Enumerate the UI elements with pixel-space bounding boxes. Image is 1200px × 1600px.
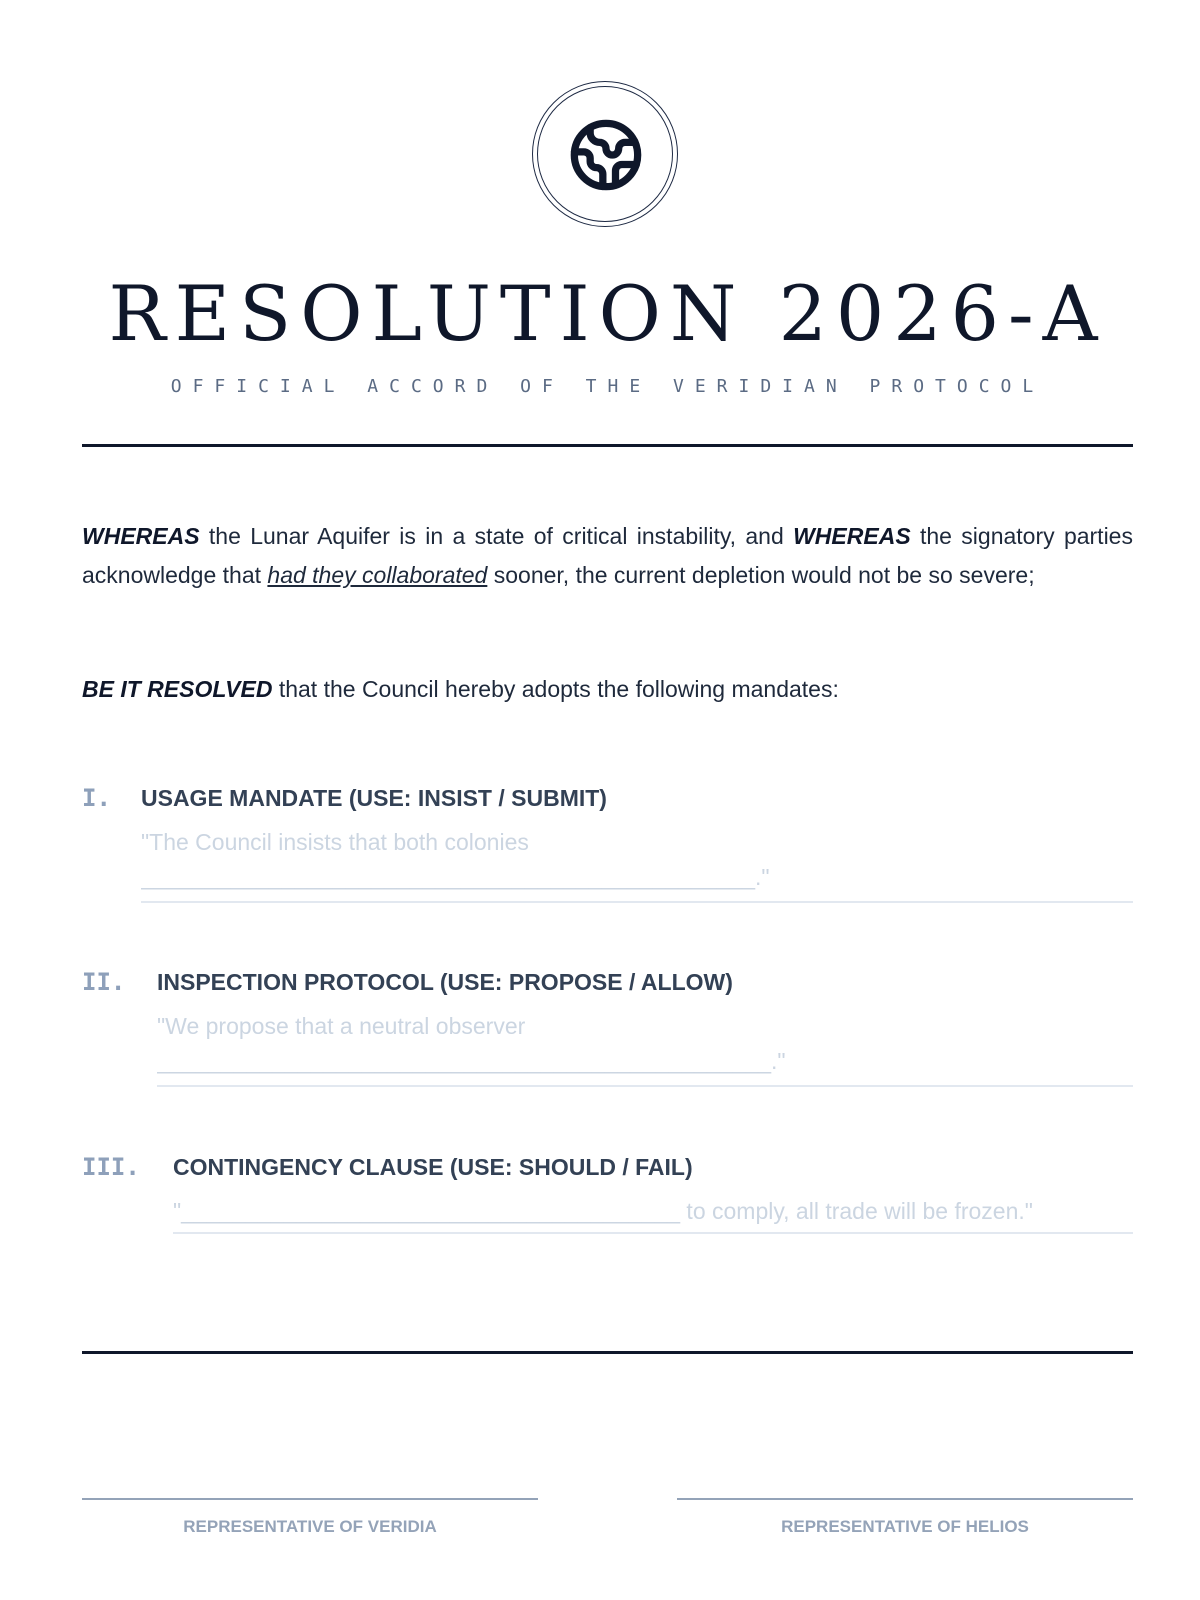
signature-line[interactable] bbox=[82, 1498, 538, 1500]
contingency-clause-input[interactable] bbox=[173, 1194, 1133, 1234]
underlined-phrase: had they collaborated bbox=[267, 562, 488, 588]
signature-helios[interactable] bbox=[677, 1498, 1133, 1535]
signature-veridia[interactable] bbox=[82, 1498, 538, 1535]
clause-numeral: III. bbox=[82, 1153, 140, 1181]
signature-label: REPRESENTATIVE OF HELIOS bbox=[781, 1517, 1029, 1536]
signature-label: REPRESENTATIVE OF VERIDIA bbox=[183, 1517, 437, 1536]
globe-icon bbox=[568, 117, 644, 193]
preamble-paragraph bbox=[82, 517, 1133, 595]
resolved-text: that the Council hereby adopts the following mandates: bbox=[272, 676, 839, 702]
preamble-text: sooner, the current depletion would not be so severe; bbox=[487, 562, 1035, 588]
clause-numeral: I. bbox=[82, 784, 111, 812]
clause-numeral: II. bbox=[82, 968, 126, 996]
seal-emblem bbox=[532, 81, 678, 227]
resolved-keyword: BE IT RESOLVED bbox=[82, 676, 273, 702]
inspection-protocol-input[interactable] bbox=[157, 1009, 1133, 1087]
document-title: RESOLUTION 2026-A bbox=[108, 269, 1107, 358]
signature-line[interactable] bbox=[677, 1498, 1133, 1500]
clause-heading: USAGE MANDATE (USE: INSIST / SUBMIT) bbox=[141, 785, 607, 811]
footer-divider bbox=[82, 1351, 1133, 1354]
resolved-paragraph bbox=[82, 670, 1133, 709]
clause-heading: INSPECTION PROTOCOL (USE: PROPOSE / ALLOW) bbox=[157, 969, 733, 995]
preamble-text: the signatory parties acknowledge that bbox=[82, 523, 1133, 588]
whereas-keyword: WHEREAS bbox=[82, 523, 200, 549]
clause-heading: CONTINGENCY CLAUSE (USE: SHOULD / FAIL) bbox=[173, 1154, 693, 1180]
whereas-keyword: WHEREAS bbox=[793, 523, 911, 549]
resolution-document bbox=[82, 0, 1133, 1600]
preamble-text: the Lunar Aquifer is in a state of critical instability, and bbox=[199, 523, 794, 549]
usage-mandate-input[interactable] bbox=[141, 825, 1133, 903]
document-subtitle: OFFICIAL ACCORD OF THE VERIDIAN PROTOCOL bbox=[170, 376, 1045, 397]
header-divider bbox=[82, 444, 1133, 447]
